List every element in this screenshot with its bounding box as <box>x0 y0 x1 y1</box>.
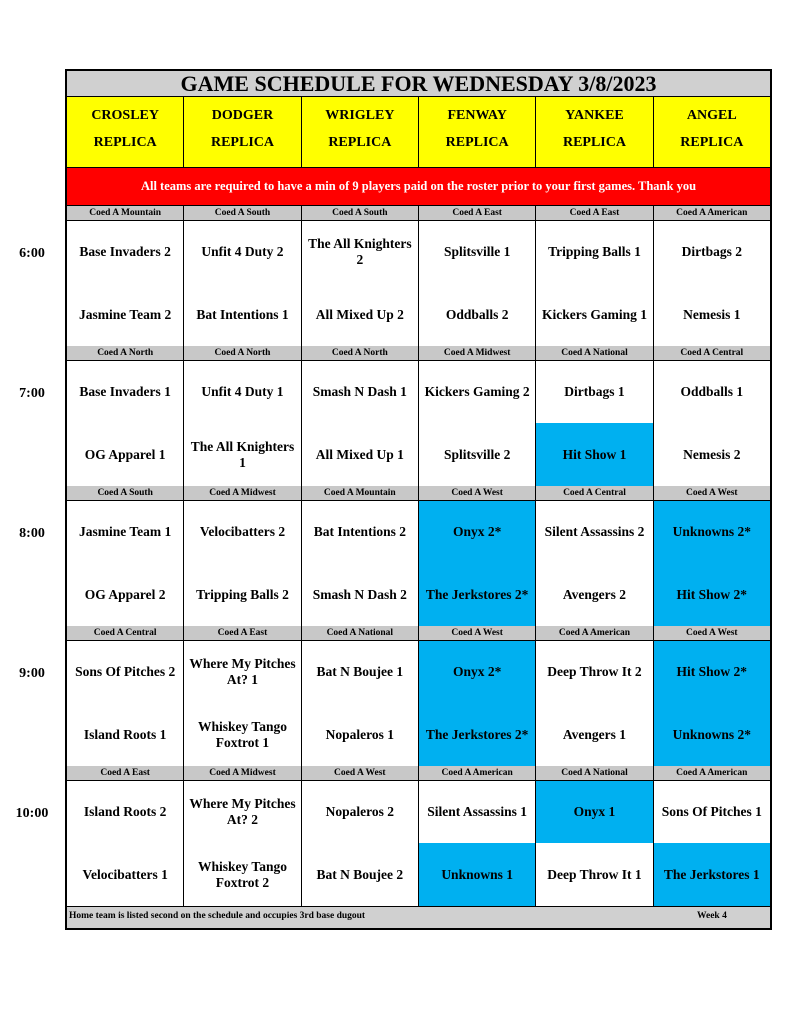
footer-note: Home team is listed second on the schedule and occupies 3rd base dugout <box>69 911 366 921</box>
division-row <box>67 766 770 781</box>
game-cell <box>536 781 653 906</box>
home-team: Tripping Balls 2 <box>196 586 289 602</box>
away-team: Unfit 4 Duty 2 <box>201 244 284 259</box>
division-label: Coed A Central <box>536 486 653 500</box>
field-sub: REPLICA <box>562 135 626 150</box>
time-label: 6:00 <box>19 246 45 261</box>
division-label: Coed A North <box>302 346 419 360</box>
field-name: ANGEL <box>686 108 737 123</box>
home-team: All Mixed Up 1 <box>315 446 404 462</box>
game-cell <box>654 221 770 346</box>
division-label: Coed A Mountain <box>67 206 184 220</box>
home-team: OG Apparel 1 <box>84 446 166 462</box>
games-row <box>67 641 770 766</box>
away-team: Sons Of Pitches 1 <box>661 804 762 819</box>
home-team: Jasmine Team 2 <box>79 306 172 322</box>
away-team: Silent Assassins 2 <box>544 524 645 539</box>
field-sub: REPLICA <box>328 135 392 150</box>
division-label: Coed A South <box>67 486 184 500</box>
field-angel <box>654 97 770 167</box>
game-cell <box>419 221 536 346</box>
game-cell <box>67 221 184 346</box>
footer <box>67 906 770 928</box>
away-team: The All Knighters 2 <box>308 236 412 267</box>
home-team: The Jerkstores 1 <box>654 843 770 906</box>
game-cell <box>654 781 770 906</box>
home-team: Avengers 1 <box>562 726 627 742</box>
division-label: Coed A South <box>184 206 301 220</box>
home-team: Island Roots 1 <box>83 726 167 742</box>
away-team: Onyx 1 <box>536 781 652 843</box>
game-cell <box>536 221 653 346</box>
game-cell <box>654 641 770 766</box>
away-team: Velocibatters 2 <box>199 524 286 539</box>
home-team: Nemesis 1 <box>683 306 741 322</box>
game-cell <box>184 641 301 766</box>
game-cell <box>654 361 770 486</box>
away-team: Jasmine Team 1 <box>79 524 172 539</box>
division-row <box>67 626 770 641</box>
field-name: WRIGLEY <box>325 108 395 123</box>
home-team: The Jerkstores 2* <box>419 563 535 626</box>
division-label: Coed A East <box>184 626 301 640</box>
away-team: Base Invaders 2 <box>79 244 171 259</box>
home-team: Nopaleros 1 <box>325 726 395 742</box>
home-team: Unknowns 2* <box>654 703 770 766</box>
field-wrigley <box>302 97 419 167</box>
field-fenway <box>419 97 536 167</box>
away-team: Bat N Boujee 1 <box>316 664 404 679</box>
away-team: Sons Of Pitches 2 <box>75 664 176 679</box>
division-label: Coed A West <box>686 488 738 498</box>
roster-notice: All teams are required to have a min of 9 players paid on the roster prior to your first games. Thank you <box>67 168 770 206</box>
division-label: Coed A West <box>419 486 536 500</box>
game-cell <box>419 641 536 766</box>
timeslot-block <box>67 766 770 906</box>
away-team: Deep Throw It 2 <box>547 664 642 679</box>
home-team: Oddballs 2 <box>445 306 509 322</box>
game-cell <box>67 501 184 626</box>
home-team: All Mixed Up 2 <box>315 306 404 322</box>
field-header-row <box>67 97 770 168</box>
division-label: Coed A Midwest <box>419 346 536 360</box>
field-sub: REPLICA <box>445 135 509 150</box>
game-cell <box>536 641 653 766</box>
away-team: Where My Pitches At? 1 <box>189 656 296 687</box>
home-team: Bat Intentions 1 <box>196 306 289 322</box>
page-title: GAME SCHEDULE FOR WEDNESDAY 3/8/2023 <box>67 71 770 97</box>
game-cell <box>419 501 536 626</box>
home-team: Unknowns 1 <box>419 843 535 906</box>
division-label: Coed A North <box>67 346 184 360</box>
home-team: Nemesis 2 <box>683 446 741 462</box>
away-team: Nopaleros 2 <box>325 804 395 819</box>
division-label: Coed A National <box>536 346 653 360</box>
away-team: Island Roots 2 <box>83 804 167 819</box>
away-team: Dirtbags 2 <box>681 244 742 259</box>
division-label: Coed A Central <box>67 626 184 640</box>
away-team: Kickers Gaming 2 <box>424 384 530 399</box>
away-team: Oddballs 1 <box>680 384 744 399</box>
away-team: Dirtbags 1 <box>564 384 625 399</box>
time-label: 9:00 <box>19 666 45 681</box>
time-label: 7:00 <box>19 386 45 401</box>
away-team: Smash N Dash 1 <box>312 384 407 399</box>
game-cell <box>184 781 301 906</box>
game-cell <box>184 361 301 486</box>
away-team: Base Invaders 1 <box>79 384 171 399</box>
field-sub: REPLICA <box>93 135 157 150</box>
game-cell <box>654 501 770 626</box>
home-team: Bat N Boujee 2 <box>316 866 404 882</box>
game-cell <box>536 361 653 486</box>
timeslot-block <box>67 486 770 626</box>
field-yankee <box>536 97 653 167</box>
timeslot-block <box>67 206 770 346</box>
division-label: Coed A Mountain <box>302 486 419 500</box>
games-row <box>67 361 770 486</box>
home-team: The Jerkstores 2* <box>419 703 535 766</box>
division-label: Coed A East <box>536 206 653 220</box>
division-label: Coed A National <box>302 626 419 640</box>
away-team: Unknowns 2* <box>654 501 770 563</box>
home-team: OG Apparel 2 <box>84 586 166 602</box>
division-label: Coed A American <box>676 208 748 218</box>
game-cell <box>302 361 419 486</box>
schedule-sheet <box>65 69 772 930</box>
home-team: Kickers Gaming 1 <box>541 306 647 322</box>
field-crosley <box>67 97 184 167</box>
field-sub: REPLICA <box>210 135 274 150</box>
division-label: Coed A West <box>302 766 419 780</box>
game-cell <box>67 781 184 906</box>
home-team: Splitsville 2 <box>443 446 511 462</box>
game-cell <box>302 501 419 626</box>
division-label: Coed A National <box>536 766 653 780</box>
division-label: Coed A American <box>419 766 536 780</box>
division-label: Coed A Midwest <box>184 486 301 500</box>
field-name: DODGER <box>211 108 274 123</box>
game-cell <box>302 641 419 766</box>
game-cell <box>302 221 419 346</box>
division-label: Coed A Central <box>680 348 744 358</box>
division-label: Coed A East <box>419 206 536 220</box>
timeslot-block <box>67 626 770 766</box>
division-row <box>67 486 770 501</box>
game-cell <box>67 361 184 486</box>
field-name: YANKEE <box>565 108 624 123</box>
division-label: Coed A American <box>536 626 653 640</box>
home-team: The All Knighters 1 <box>190 438 295 470</box>
field-dodger <box>184 97 301 167</box>
game-cell <box>536 501 653 626</box>
away-team: Tripping Balls 1 <box>548 244 641 259</box>
division-label: Coed A West <box>419 626 536 640</box>
home-team: Hit Show 2* <box>654 563 770 626</box>
home-team: Avengers 2 <box>562 586 627 602</box>
game-cell <box>302 781 419 906</box>
division-label: Coed A American <box>676 768 748 778</box>
game-cell <box>184 221 301 346</box>
games-row <box>67 501 770 626</box>
division-row <box>67 206 770 221</box>
field-name: CROSLEY <box>91 108 159 123</box>
home-team: Deep Throw It 1 <box>547 866 642 882</box>
home-team: Whiskey Tango Foxtrot 1 <box>198 718 287 750</box>
division-label: Coed A East <box>67 766 184 780</box>
division-row <box>67 346 770 361</box>
away-team: Hit Show 2* <box>654 641 770 703</box>
home-team: Smash N Dash 2 <box>312 586 407 602</box>
division-label: Coed A North <box>184 346 301 360</box>
division-label: Coed A South <box>302 206 419 220</box>
timeslot-block <box>67 346 770 486</box>
division-label: Coed A Midwest <box>184 766 301 780</box>
game-cell <box>184 501 301 626</box>
home-team: Hit Show 1 <box>536 423 652 486</box>
game-cell <box>419 781 536 906</box>
away-team: Onyx 2* <box>419 501 535 563</box>
away-team: Bat Intentions 2 <box>313 524 406 539</box>
home-team: Velocibatters 1 <box>82 866 168 882</box>
week-label: Week 4 <box>697 911 727 921</box>
division-label: Coed A West <box>686 628 738 638</box>
away-team: Silent Assassins 1 <box>427 804 528 819</box>
field-sub: REPLICA <box>680 135 744 150</box>
games-row <box>67 781 770 906</box>
away-team: Unfit 4 Duty 1 <box>201 384 284 399</box>
game-cell <box>419 361 536 486</box>
games-row <box>67 221 770 346</box>
game-cell <box>67 641 184 766</box>
away-team: Splitsville 1 <box>443 244 511 259</box>
home-team: Whiskey Tango Foxtrot 2 <box>198 858 287 890</box>
time-label: 8:00 <box>19 526 45 541</box>
away-team: Onyx 2* <box>419 641 535 703</box>
field-name: FENWAY <box>447 108 507 123</box>
away-team: Where My Pitches At? 2 <box>189 796 296 827</box>
time-label: 10:00 <box>15 806 49 821</box>
